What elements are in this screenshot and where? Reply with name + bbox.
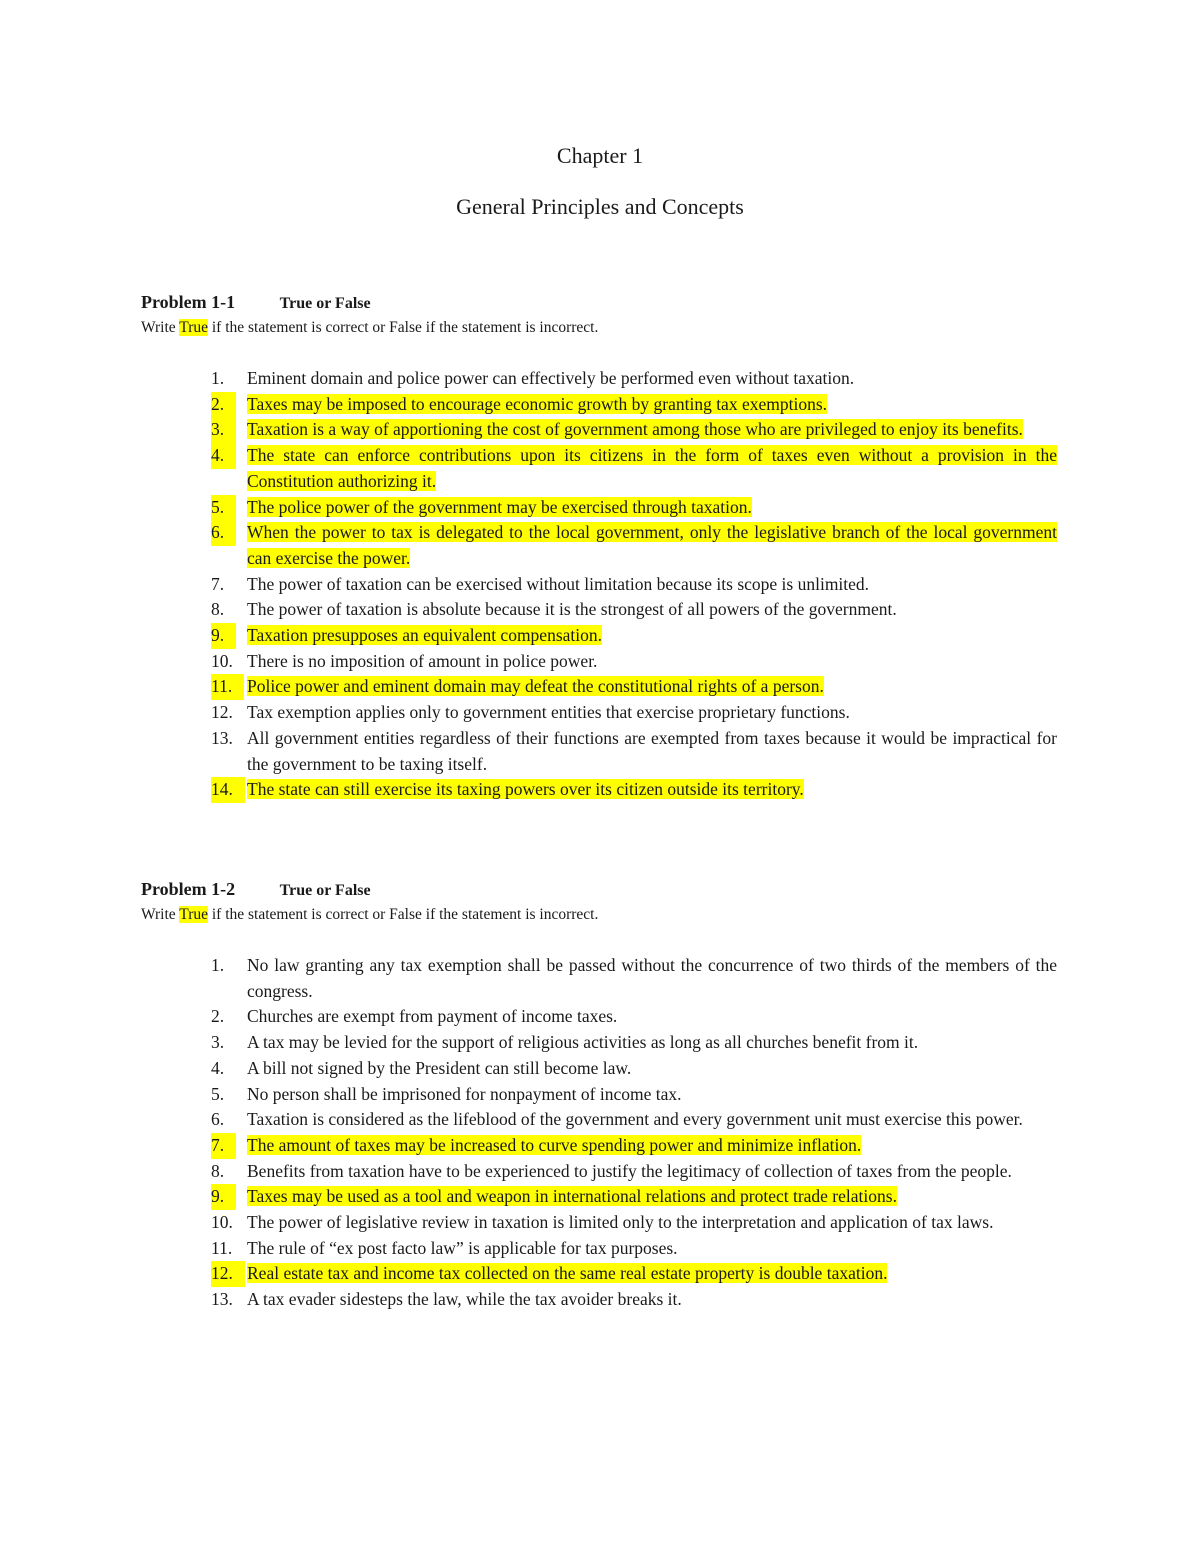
statement-text: Taxation is a way of apportioning the cost of government among those who are privileged to enjoy its benefits. (247, 419, 1023, 440)
statement-number: 10. (211, 1212, 233, 1233)
statement-text-block (247, 572, 1057, 598)
statement-text-block (247, 1082, 1057, 1108)
statement-item (141, 1236, 1061, 1262)
problem-heading (141, 290, 1061, 314)
statement-text-block (247, 1004, 1057, 1030)
statement-number: 11. (211, 1237, 233, 1258)
problem-label: Problem 1-2 (141, 879, 236, 899)
statement-text: Eminent domain and police power can effectively be performed even without taxation. (247, 368, 855, 388)
statement-text-block (247, 1261, 1057, 1287)
instruction-before: Write (141, 906, 180, 923)
statement-text: There is no imposition of amount in police power. (247, 650, 598, 671)
statement-text-block (247, 1030, 1057, 1056)
statement-item (141, 1261, 1061, 1287)
statement-text-block (247, 495, 1057, 521)
statement-item (141, 674, 1061, 700)
statement-text: Taxation presupposes an equivalent compensation. (247, 625, 602, 646)
statement-number: 6. (211, 520, 236, 546)
statement-number: 1. (211, 368, 225, 388)
statement-text-block (247, 417, 1057, 443)
statement-number: 3. (211, 1032, 225, 1053)
statement-text: A bill not signed by the President can still become law. (247, 1057, 632, 1078)
statement-item (141, 597, 1061, 623)
problem-instruction (141, 316, 1061, 340)
statement-number: 5. (211, 495, 236, 521)
statement-number: 13. (211, 1289, 233, 1310)
statement-item (141, 1210, 1061, 1236)
statement-text: A tax may be levied for the support of religious activities as long as all churches benefit from it. (247, 1032, 919, 1053)
statement-number: 10. (211, 650, 233, 671)
statement-text-block (247, 674, 1057, 700)
statement-item (141, 700, 1061, 726)
problem-section-2 (141, 877, 1061, 1313)
statement-text-block (247, 623, 1057, 649)
statement-text: Taxes may be imposed to encourage economic growth by granting tax exemptions. (247, 393, 828, 414)
statement-text: Police power and eminent domain may defeat the constitutional rights of a person. (247, 676, 824, 697)
statement-number: 9. (211, 1184, 236, 1210)
statement-number: 7. (211, 1133, 236, 1159)
statement-number: 7. (211, 573, 225, 594)
statement-list (141, 366, 1061, 803)
statement-item (141, 1159, 1061, 1185)
statement-text: Tax exemption applies only to government entities that exercise proprietary functions. (247, 702, 850, 723)
statement-text-block (247, 726, 1057, 777)
statement-text-block (247, 597, 1057, 623)
statement-text: The power of taxation is absolute because it is the strongest of all powers of the government. (247, 599, 897, 620)
statement-text: The amount of taxes may be increased to curve spending power and minimize inflation. (247, 1134, 862, 1155)
instruction-after: if the statement is correct or False if the statement is incorrect. (207, 906, 599, 923)
statement-number: 8. (211, 1160, 225, 1181)
statement-text-block (247, 520, 1057, 571)
statement-text: Real estate tax and income tax collected on the same real estate property is double taxation. (247, 1263, 888, 1284)
statement-item (141, 572, 1061, 598)
statement-text: Taxation is considered as the lifeblood of the government and every government unit must exercise this power. (247, 1109, 1023, 1130)
statement-text: The power of legislative review in taxation is limited only to the interpretation and application of tax laws. (247, 1212, 994, 1233)
statement-item (141, 443, 1061, 494)
instruction-highlight: True (179, 319, 208, 336)
statement-text-block (247, 1184, 1057, 1210)
problem-label: Problem 1-1 (141, 292, 236, 312)
statement-item (141, 1056, 1061, 1082)
statement-item (141, 495, 1061, 521)
statement-item (141, 1030, 1061, 1056)
statement-number: 5. (211, 1083, 225, 1104)
problem-section-1 (141, 290, 1061, 803)
statement-text: The police power of the government may be exercised through taxation. (247, 496, 752, 517)
problem-heading (141, 877, 1061, 901)
statement-item (141, 392, 1061, 418)
statement-text-block (247, 443, 1057, 494)
statement-text-block (247, 1236, 1057, 1262)
statement-text: A tax evader sidesteps the law, while the tax avoider breaks it. (247, 1289, 682, 1310)
statement-text: The power of taxation can be exercised without limitation because its scope is unlimited. (247, 573, 870, 594)
statement-number: 14. (211, 777, 245, 803)
statement-item (141, 649, 1061, 675)
statement-text-block (247, 953, 1057, 1004)
statement-number: 4. (211, 1057, 225, 1078)
statement-text-block (247, 1159, 1057, 1185)
statement-text: Churches are exempt from payment of income taxes. (247, 1006, 618, 1027)
statement-number: 2. (211, 1006, 225, 1027)
statement-number: 6. (211, 1109, 225, 1130)
statement-item (141, 1004, 1061, 1030)
statement-text-block (247, 392, 1057, 418)
statement-number: 13. (211, 727, 233, 748)
statement-item (141, 726, 1061, 777)
instruction-before: Write (141, 319, 180, 336)
statement-text-block (247, 649, 1057, 675)
statement-text-block (247, 366, 1057, 392)
statement-item (141, 953, 1061, 1004)
statement-text-block (247, 1056, 1057, 1082)
statement-text-block (247, 1287, 1057, 1313)
statement-number: 1. (211, 955, 225, 975)
statement-text: All government entities regardless of their functions are exempted from taxes because it would be impractical for the government to be taxing itself. (247, 727, 1057, 774)
statement-text-block (247, 1133, 1057, 1159)
statement-item (141, 1107, 1061, 1133)
statement-number: 9. (211, 623, 236, 649)
statement-text-block (247, 700, 1057, 726)
statement-number: 12. (211, 1261, 245, 1287)
problem-kind: True or False (279, 882, 371, 899)
statement-text-block (247, 1107, 1057, 1133)
chapter-subtitle: General Principles and Concepts (456, 194, 744, 219)
statement-text-block (247, 777, 1057, 803)
statement-item (141, 417, 1061, 443)
statement-item (141, 366, 1061, 392)
chapter-title: Chapter 1 (556, 143, 644, 168)
statement-text: The state can enforce contributions upon its citizens in the form of taxes even without a provision in the Constitution authorizing it. (247, 445, 1057, 491)
statement-number: 8. (211, 599, 225, 620)
problem-instruction (141, 903, 1061, 927)
statement-item (141, 1082, 1061, 1108)
statement-number: 11. (211, 674, 244, 700)
statement-number: 4. (211, 443, 236, 469)
instruction-after: if the statement is correct or False if the statement is incorrect. (207, 319, 599, 336)
statement-number: 3. (211, 417, 236, 443)
statement-text: Benefits from taxation have to be experienced to justify the legitimacy of collection of taxes from the people. (247, 1160, 1012, 1181)
statement-item (141, 1184, 1061, 1210)
statement-text: The state can still exercise its taxing powers over its citizen outside its territory. (247, 779, 804, 800)
statement-text-block (247, 1210, 1057, 1236)
statement-text: When the power to tax is delegated to the local government, only the legislative branch of the local government can exercise the power. (247, 522, 1057, 568)
statement-list (141, 953, 1061, 1313)
statement-text: The rule of “ex post facto law” is applicable for tax purposes. (247, 1237, 678, 1258)
statement-number: 12. (211, 702, 233, 723)
statement-number: 2. (211, 392, 236, 418)
statement-item (141, 623, 1061, 649)
statement-item (141, 1133, 1061, 1159)
statement-text: Taxes may be used as a tool and weapon in international relations and protect trade relations. (247, 1186, 897, 1207)
statement-item (141, 777, 1061, 803)
problem-kind: True or False (279, 295, 371, 312)
statement-item (141, 1287, 1061, 1313)
statement-text: No law granting any tax exemption shall be passed without the concurrence of two thirds of the members of the congress. (247, 955, 1057, 1001)
instruction-highlight: True (179, 906, 208, 923)
statement-text: No person shall be imprisoned for nonpayment of income tax. (247, 1083, 682, 1104)
statement-item (141, 520, 1061, 571)
